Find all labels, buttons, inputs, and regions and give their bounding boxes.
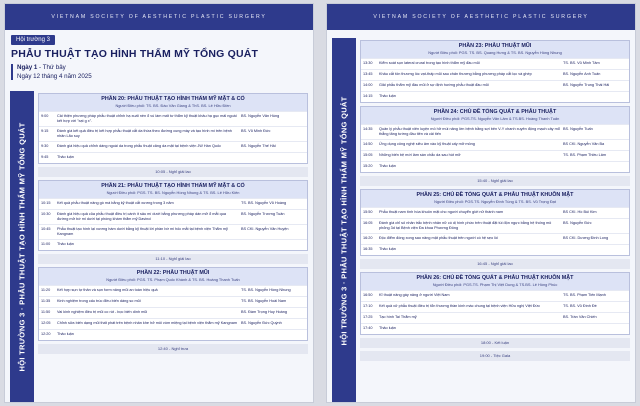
talk-row [361,161,629,172]
talk-row [361,301,629,312]
talk-topic: Thảo luận [379,326,396,331]
talk-speaker: BS CKI. Dương Đình Long [563,236,609,241]
talk-speaker: BS. Nguyễn Anh Tuấn [563,72,601,77]
session-chair: Người Điều phối: PGS. TS. BS. Nguyễn Hồng Nhung & TS. BS. Lê Hữu Kiên [106,189,240,195]
hall-label: Hội trường 3 [11,35,55,45]
talk-topic: Thảo luận [379,94,396,99]
talk-speaker: TS. BS. Vũ Đình Đề [563,304,597,309]
break-bar: 16:45 - Nghỉ giải lao [360,259,630,269]
session-title: PHẦN 22: PHẪU THUẬT MŨI [136,269,210,276]
break-bar: 18:00 - Kết luận [360,338,630,348]
talk-time: 14:50 [363,142,373,147]
day-separator: - [37,64,43,71]
schedule-left [38,93,308,357]
break-bar: 12:40 - Nghỉ trưa [38,344,308,354]
talk-time: 17:10 [363,304,373,309]
day-line [17,64,92,71]
session-chair: Người Điều phối: PGS. TS. Phạm Quốc Khánh & TS. BS. Hoàng Thanh Tuấn [106,276,240,282]
break-bar: 10:05 - Nghỉ giải lao [38,167,308,177]
session-20 [38,93,308,164]
session-header [39,181,307,198]
talk-topic: Đánh giá hiệu quả chỉnh dáng ngoài da trong phẫu thuật căng da mặt tại bệnh viện JW Hàn Quốc [57,144,222,149]
talk-speaker: BS. Nguyễn Đức [563,221,592,226]
talk-speaker: BS. Vũ Minh Đức [241,129,271,134]
talk-speaker: TS. BS. Vũ Minh Tâm [563,61,600,66]
talk-time: 11:00 [41,242,51,247]
session-22 [38,267,308,341]
talk-topic: Thảo luận [57,332,74,337]
talk-row [39,318,307,329]
society-name: VIETNAM SOCIETY OF AESTHETIC PLASTIC SURGERY [373,14,589,20]
talk-row [361,218,629,233]
session-26 [360,272,630,335]
talk-time: 14:00 [363,83,373,88]
talk-time: 11:20 [41,288,51,293]
talk-row [361,233,629,244]
talk-topic: Đánh giá hiệu quả của phẫu thuật điều trị cánh ít sâu mí dưới bằng phương pháp dán mỡ ổ mắt qua đường mở bờ mi dưới tại phòng khám thẩm mỹ Davinci [57,212,226,221]
talk-topic: Kinh nghiệm trong cấu trúc điều biến dáng so mũi [57,299,141,304]
talk-row [39,285,307,296]
talk-topic: Đánh giá kết quả điều trị kết hợp phẫu thuật cắt da thừa theo đường cung mày và tạo hình mí trên bệnh nhân Lão suy [57,129,232,138]
talk-row [39,307,307,318]
session-header [361,107,629,124]
session-header [361,41,629,58]
break-bar: 11:10 - Nghỉ giải lao [38,254,308,264]
session-chair: Người Điều phối: PGS.TS. Phạm Thị Việt Dung & TS.BS. Lê Hồng Phúc [432,281,558,287]
talk-time: 14:15 [363,94,373,99]
talk-speaker: BS. Nguyễn Trương Tuân [241,212,285,217]
talk-topic: Cải thiện phương pháp phẫu thuật chỉnh hạ xuất nền ổ vú làm mất tư thẩm kỹ thuật khâu hạ gục mấi ngoài kết hợp với "xạt g x". [57,114,237,123]
talk-speaker: BS. Đàm Trọng Huy Hoàng [241,310,288,315]
talk-time: 11:50 [41,310,51,315]
session-title: PHẦN 23: PHẪU THUẬT MŨI [458,43,532,49]
talk-time: 10:45 [41,227,51,232]
talk-speaker: BS. Nguyễn Tuấn [563,127,593,132]
talk-speaker: BS CKI. Nguyễn Văn Ba [563,142,605,147]
session-header [39,94,307,111]
talk-topic: Thảo luận [379,247,396,252]
weekday: Thứ bảy [42,64,66,71]
talk-time: 10:30 [41,212,51,217]
talk-row [361,80,629,91]
talk-row [361,207,629,218]
session-title: PHẦN 26: CHỦ ĐỀ TỔNG QUÁT & PHẪU THUẬT KHUÔN MẶT [416,274,574,281]
talk-topic: Đánh giá chỉ số nhân trắc bệnh nhân nữ có dị hình phức trên thuật đặt túi độn ngực bằng hệ thống mô phỏng 3d tại Bệnh viện Đa khoa Phương Đông [379,221,552,230]
talk-speaker: TS. BS. Nguyễn Hoài Nam [241,299,287,304]
talk-row [361,244,629,255]
talk-topic: Kết hợp sụn tự thân và sụn form nâng mũi an toàn hiệu quả [57,288,158,293]
date: Ngày 12 tháng 4 năm 2025 [17,73,92,80]
talk-time: 16:50 [363,293,373,298]
session-chair: Người Điều phối: PGS.TS. Nguyễn Đình Tùng & TS. BS. Vũ Trọng Đạt [434,198,556,204]
talk-row [361,312,629,323]
session-title: PHẦN 20: PHẪU THUẬT TẠO HÌNH THẨM MỸ MẶT & CỔ [101,96,245,102]
talk-row [361,69,629,80]
day-label: Ngày 1 [17,64,38,71]
talk-topic: Chỉnh sửa biến dạng mũi thất phát trên bệnh nhân khe hở môi vòm miệng tại bệnh viện thẩm mỹ Kangnam [57,321,238,326]
talk-row [39,239,307,250]
talk-time: 15:05 [363,153,373,158]
talk-row [361,323,629,334]
session-header [361,190,629,207]
talk-time: 15:50 [363,210,373,215]
vertical-hall-text: HỘI TRƯỜNG 3 · PHẪU THUẬT TẠO HÌNH THẨM MỸ TỔNG QUÁT [17,122,27,372]
talk-time: 13:45 [363,72,373,77]
talk-speaker: BS. Nguyễn Đức Quỳnh [241,321,282,326]
talk-time: 16:20 [363,236,373,241]
talk-row [39,111,307,126]
society-name: VIETNAM SOCIETY OF AESTHETIC PLASTIC SURGERY [51,14,267,20]
session-24 [360,106,630,173]
talk-topic: Ứng dụng công nghệ siêu âm vào kỹ thuật cấy mỡ mông [379,142,475,147]
talk-time: 10:15 [41,201,51,206]
talk-speaker: BS CKI. Hồ Bùi Kim [563,210,597,215]
talk-speaker: TS. BS. Phạm Thiều Lâm [563,153,606,158]
session-23 [360,40,630,103]
talk-speaker: BS. Nguyễn Văn Hùng [241,114,280,119]
talk-time: 15:20 [363,164,373,169]
talk-speaker: TS. BS. Phạm Tiến Mạnh [563,293,606,298]
talk-topic: Kĩ thuật nâng gáy nâng ở người Việt Nam [379,293,450,298]
session-21 [38,180,308,251]
talk-row [39,209,307,224]
talk-time: 12:05 [41,321,51,326]
talk-row [39,152,307,163]
talk-time: 16:35 [363,247,373,252]
talk-topic: Phẫu thuật tạo hình lại xương hàm dưới bằng kỹ thuật lời phần bờ mi hốc mắt tại bệnh viện Thẩm mỹ Kangnam [57,227,228,236]
talk-speaker: BS. Trần Văn Chiến [563,315,597,320]
talk-time: 17:25 [363,315,373,320]
session-chair: Người Điều phối: PGS. TS. BS. Quang Hưng & TS. BS. Nguyễn Hồng Nhung [428,50,562,55]
talk-topic: Những biến bệ mới làm sần chắc da sau hút mỡ [379,153,461,158]
session-chair: Người Điều phối: TS. BS. Đào Văn Giang & ThS. BS. Lê Hữu Điền [115,103,231,108]
talk-topic: Thảo luận [379,164,396,169]
session-title: PHẦN 25: CHỦ ĐỀ TỔNG QUÁT & PHẪU THUẬT KHUÔN MẶT [416,191,574,198]
talk-time: 17:40 [363,326,373,331]
talk-row [39,329,307,340]
break-bar: 19:00 - Tiệc Gala [360,351,630,361]
session-chair: Người Điều phối: PGS.TS. Nguyễn Văn Lâm & TS.BS. Hoàng Thanh Tuấn [430,116,560,121]
talk-topic: Kiểm soát sụn lateral crural trong tạo hình thẩm mỹ đầu mũi [379,61,480,66]
talk-speaker: BS CKI. Nguyễn Văn Huyện [241,227,289,232]
session-title: PHẦN 21: PHẪU THUẬT TẠO HÌNH THẨM MỸ MẶT & CỔ [101,182,245,189]
header-band [327,4,635,30]
session-title: PHẦN 24: CHỦ ĐỀ TỔNG QUÁT & PHẪU THUẬT [433,109,557,115]
program-page-left [4,3,314,403]
vertical-hall-text: HỘI TRƯỜNG 3 · PHẪU THUẬT TẠO HÌNH THẨM MỸ TỔNG QUÁT [339,95,349,346]
talk-time: 9:30 [41,144,49,149]
talk-time: 14:35 [363,127,373,132]
talk-time: 9:00 [41,114,49,119]
talk-row [361,150,629,161]
talk-row [361,139,629,150]
talk-topic: Thảo luận [57,155,74,160]
talk-topic: Kết quả xử phẫu thuật điều trị tổn thương thần kinh mác chung tại bệnh viện Hữu nghị Việt Đức [379,304,540,309]
talk-row [39,141,307,152]
talk-row [39,296,307,307]
session-25 [360,189,630,256]
talk-topic: Quản lý phẫu thuật viên luyện mô hở mùi nâng lớn bệnh bằng sợi bên V-Y chanh xuyên động mạch cây mổ thẳng tăng tướng đầu tiên và cải tiến [379,127,560,136]
talk-topic: Thảo luận [57,242,74,247]
talk-time: 9:15 [41,129,49,134]
talk-speaker: BS. Nguyễn Trung Thái Hải [563,83,610,88]
talk-topic: Độc điểm đóng xong sao nâng mặt phẫu thuật trên người có hệ sẹo lồi [379,236,499,241]
break-bar: 15:40 - Nghỉ giải lao [360,176,630,186]
page-title: PHẪU THUẬT TẠO HÌNH THẨM MỸ TỔNG QUÁT [11,48,259,60]
vertical-hall-bar [332,38,356,403]
day-info [11,64,92,80]
talk-topic: Kết quả phẫu thuật nâng gò má bằng kỹ thuật cắt xương trong 3 năm [57,201,174,206]
talk-row [361,290,629,301]
session-header [361,273,629,290]
program-page-right [326,3,636,403]
talk-time: 12:20 [41,332,51,337]
talk-topic: Phẫu thuật nam tính hóa khuôn mặt cho người chuyển giới nữ thành nam [379,210,504,215]
talk-time: 11:35 [41,299,51,304]
schedule-right [360,40,630,364]
talk-speaker: TS. BS. Nguyễn Hồng Nhung [241,288,291,293]
talk-row [361,91,629,102]
talk-row [39,224,307,239]
talk-row [39,198,307,209]
talk-topic: Khâu cắt tôn thương lóc vạt-thấp mũi sau chấn thương bằng phương pháp cắt lọc và ghép [379,72,532,77]
talk-time: 13:30 [363,61,373,66]
talk-row [361,124,629,139]
talk-topic: Tạo hình Tai Thẩm mỹ [379,315,417,320]
vertical-hall-bar [10,91,34,403]
talk-topic: Vai kinh nghiệm điều trị mũi co rút - bọc biến dính mũi [57,310,148,315]
talk-speaker: BS. Nguyễn Thế Hải [241,144,276,149]
header-band [5,4,313,30]
talk-time: 16:05 [363,221,373,226]
talk-speaker: TS. BS. Nguyễn Vũ Hoàng [241,201,287,206]
talk-time: 9:45 [41,155,49,160]
talk-row [39,126,307,141]
talk-topic: Giải phẫu thẩm mỹ đầu mũi ở sự định hướng phẫu thuật đầu mũi [379,83,489,88]
talk-row [361,58,629,69]
session-header [39,268,307,285]
